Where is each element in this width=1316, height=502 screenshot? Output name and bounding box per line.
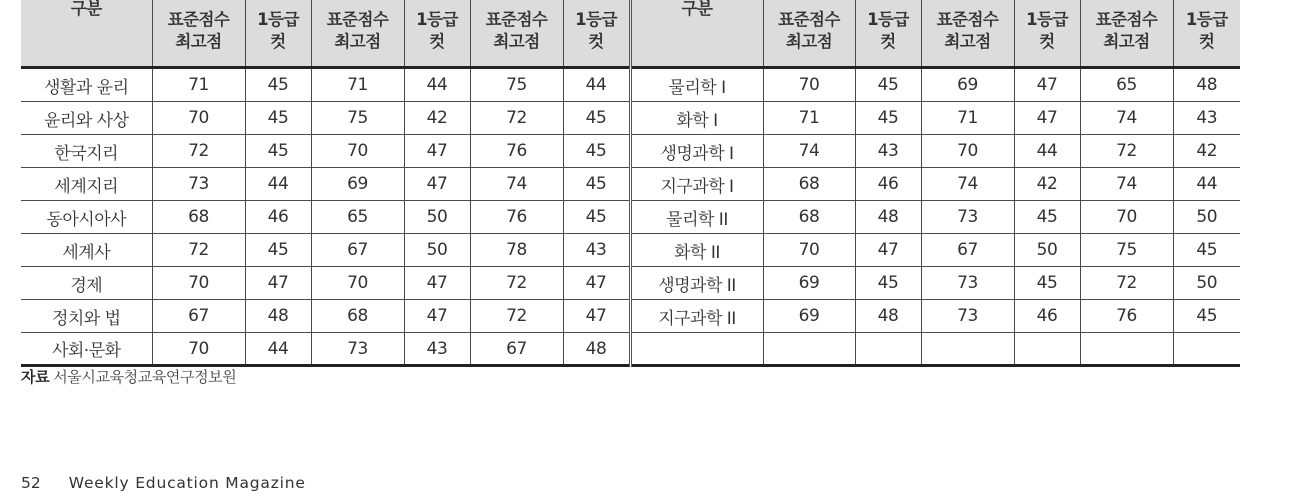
score-cell: 74 — [470, 168, 563, 201]
score-cell: 65 — [1080, 68, 1173, 102]
score-cell: 75 — [470, 68, 563, 102]
table-row — [21, 168, 1240, 201]
score-cell: 72 — [470, 267, 563, 300]
header-text: 컷 — [1039, 32, 1055, 51]
score-cell: 48 — [563, 333, 630, 366]
header-col-right-4 — [1080, 0, 1173, 68]
header-text: 표준점수 — [485, 10, 548, 29]
score-cell: 69 — [921, 68, 1014, 102]
score-cell: 47 — [1014, 68, 1080, 102]
subject-cell: 한국지리 — [21, 135, 152, 168]
header-col-left-3 — [404, 0, 470, 68]
table-header — [21, 0, 1240, 68]
header-col-left-4 — [470, 0, 563, 68]
score-cell: 45 — [1014, 201, 1080, 234]
subject-cell: 화학 I — [630, 102, 763, 135]
header-col-left-1 — [245, 0, 311, 68]
score-cell: 67 — [921, 234, 1014, 267]
score-cell: 76 — [470, 135, 563, 168]
score-cell: 70 — [311, 135, 404, 168]
header-text: 1등급 — [1026, 10, 1068, 29]
score-cell: 45 — [563, 168, 630, 201]
score-cell: 76 — [470, 201, 563, 234]
score-cell: 50 — [1173, 267, 1240, 300]
score-cell: 72 — [1080, 267, 1173, 300]
score-cell: 48 — [245, 300, 311, 333]
table-row — [21, 333, 1240, 366]
score-cell: 73 — [311, 333, 404, 366]
header-text: 최고점 — [175, 32, 222, 51]
score-cell: 70 — [152, 102, 245, 135]
subject-cell — [630, 333, 763, 366]
header-text: 컷 — [588, 32, 604, 51]
subject-cell: 생명과학 I — [630, 135, 763, 168]
score-cell: 42 — [1014, 168, 1080, 201]
page-number: 52 — [21, 474, 41, 492]
score-cell: 44 — [245, 168, 311, 201]
score-cell: 73 — [152, 168, 245, 201]
subject-cell: 정치와 법 — [21, 300, 152, 333]
header-text: 최고점 — [334, 32, 381, 51]
score-cell: 70 — [763, 68, 855, 102]
header-text: 1등급 — [867, 10, 909, 29]
score-cell: 74 — [763, 135, 855, 168]
score-cell: 50 — [1014, 234, 1080, 267]
score-cell: 72 — [470, 102, 563, 135]
header-text: 최고점 — [944, 32, 991, 51]
score-cell: 75 — [311, 102, 404, 135]
score-cell: 72 — [470, 300, 563, 333]
score-cell: 43 — [1173, 102, 1240, 135]
score-cell — [921, 333, 1014, 366]
score-cell: 45 — [1014, 267, 1080, 300]
header-gubun-right: 구분 — [630, 0, 763, 68]
score-cell — [763, 333, 855, 366]
score-cell: 47 — [404, 267, 470, 300]
source-text: 서울시교육청교육연구정보원 — [53, 368, 237, 386]
subject-cell: 생명과학 II — [630, 267, 763, 300]
score-cell: 42 — [404, 102, 470, 135]
score-cell: 76 — [1080, 300, 1173, 333]
score-cell: 50 — [404, 234, 470, 267]
header-col-right-5 — [1173, 0, 1240, 68]
header-col-left-5 — [563, 0, 630, 68]
score-cell: 69 — [763, 300, 855, 333]
score-cell: 47 — [563, 300, 630, 333]
score-cell: 47 — [563, 267, 630, 300]
subject-cell: 지구과학 II — [630, 300, 763, 333]
header-text: 컷 — [1199, 32, 1215, 51]
score-cell: 45 — [855, 68, 921, 102]
score-cell — [1080, 333, 1173, 366]
score-cell: 74 — [1080, 168, 1173, 201]
header-col-right-2 — [921, 0, 1014, 68]
score-cell: 44 — [563, 68, 630, 102]
header-text: 컷 — [270, 32, 286, 51]
score-cell: 44 — [1173, 168, 1240, 201]
table-row — [21, 201, 1240, 234]
score-cell: 65 — [311, 201, 404, 234]
score-cell: 67 — [470, 333, 563, 366]
score-cell: 71 — [763, 102, 855, 135]
source-note — [21, 366, 236, 387]
score-cell: 50 — [404, 201, 470, 234]
header-col-right-0 — [763, 0, 855, 68]
score-cell: 45 — [1173, 300, 1240, 333]
header-col-right-3 — [1014, 0, 1080, 68]
score-cell: 68 — [763, 168, 855, 201]
table-row — [21, 234, 1240, 267]
subject-cell: 지구과학 I — [630, 168, 763, 201]
score-cell: 43 — [563, 234, 630, 267]
score-cell: 43 — [855, 135, 921, 168]
header-text: 표준점수 — [778, 10, 840, 29]
subject-cell: 세계지리 — [21, 168, 152, 201]
score-table — [21, 0, 1240, 367]
score-cell: 70 — [1080, 201, 1173, 234]
score-cell: 47 — [404, 168, 470, 201]
table-body — [21, 68, 1240, 366]
subject-cell: 물리학 II — [630, 201, 763, 234]
header-col-left-2 — [311, 0, 404, 68]
score-cell: 68 — [311, 300, 404, 333]
score-cell: 45 — [563, 135, 630, 168]
score-cell: 45 — [245, 68, 311, 102]
header-text: 컷 — [429, 32, 445, 51]
score-cell: 72 — [1080, 135, 1173, 168]
score-cell: 71 — [152, 68, 245, 102]
score-cell: 73 — [921, 267, 1014, 300]
score-cell: 78 — [470, 234, 563, 267]
score-cell: 45 — [245, 102, 311, 135]
score-cell: 67 — [311, 234, 404, 267]
score-cell: 69 — [311, 168, 404, 201]
score-cell: 70 — [921, 135, 1014, 168]
score-cell — [855, 333, 921, 366]
subject-cell: 사회·문화 — [21, 333, 152, 366]
score-cell: 47 — [855, 234, 921, 267]
score-cell: 45 — [563, 201, 630, 234]
score-cell: 45 — [563, 102, 630, 135]
score-cell: 48 — [1173, 68, 1240, 102]
score-cell: 74 — [921, 168, 1014, 201]
score-cell: 47 — [404, 300, 470, 333]
header-text: 표준점수 — [936, 10, 999, 29]
header-text: 최고점 — [1103, 32, 1150, 51]
table-row — [21, 267, 1240, 300]
table-row — [21, 68, 1240, 102]
score-cell: 46 — [855, 168, 921, 201]
score-cell: 72 — [152, 135, 245, 168]
score-cell — [1014, 333, 1080, 366]
score-cell: 46 — [1014, 300, 1080, 333]
score-cell: 46 — [245, 201, 311, 234]
subject-cell: 세계사 — [21, 234, 152, 267]
score-cell: 70 — [152, 333, 245, 366]
score-cell: 45 — [245, 234, 311, 267]
score-cell: 75 — [1080, 234, 1173, 267]
score-cell: 48 — [855, 300, 921, 333]
score-cell: 70 — [152, 267, 245, 300]
header-col-right-1 — [855, 0, 921, 68]
header-row — [21, 0, 1240, 68]
score-cell: 71 — [311, 68, 404, 102]
score-cell — [1173, 333, 1240, 366]
score-cell: 45 — [245, 135, 311, 168]
header-text: 1등급 — [257, 10, 299, 29]
score-cell: 74 — [1080, 102, 1173, 135]
header-text: 표준점수 — [326, 10, 389, 29]
source-label: 자료 — [21, 368, 50, 386]
score-cell: 45 — [1173, 234, 1240, 267]
table-row — [21, 135, 1240, 168]
score-cell: 70 — [311, 267, 404, 300]
subject-cell: 물리학 I — [630, 68, 763, 102]
subject-cell: 생활과 윤리 — [21, 68, 152, 102]
header-text: 컷 — [880, 32, 896, 51]
header-col-left-0 — [152, 0, 245, 68]
score-cell: 45 — [855, 267, 921, 300]
score-cell: 42 — [1173, 135, 1240, 168]
score-cell: 68 — [763, 201, 855, 234]
score-cell: 68 — [152, 201, 245, 234]
score-cell: 47 — [245, 267, 311, 300]
header-text: 1등급 — [416, 10, 458, 29]
score-cell: 43 — [404, 333, 470, 366]
header-text: 최고점 — [785, 32, 833, 51]
magazine-name: Weekly Education Magazine — [68, 474, 306, 492]
score-cell: 44 — [404, 68, 470, 102]
page-footer — [21, 474, 306, 492]
header-text: 1등급 — [575, 10, 617, 29]
score-cell: 50 — [1173, 201, 1240, 234]
score-cell: 72 — [152, 234, 245, 267]
header-gubun-left: 구분 — [21, 0, 152, 68]
header-text: 1등급 — [1185, 10, 1228, 29]
header-text: 최고점 — [493, 32, 540, 51]
header-text: 표준점수 — [167, 10, 230, 29]
subject-cell: 경제 — [21, 267, 152, 300]
score-cell: 73 — [921, 201, 1014, 234]
score-cell: 47 — [1014, 102, 1080, 135]
score-cell: 44 — [245, 333, 311, 366]
score-cell: 67 — [152, 300, 245, 333]
score-cell: 47 — [404, 135, 470, 168]
score-cell: 44 — [1014, 135, 1080, 168]
score-cell: 45 — [855, 102, 921, 135]
subject-cell: 화학 II — [630, 234, 763, 267]
table-row — [21, 300, 1240, 333]
score-cell: 70 — [763, 234, 855, 267]
header-text: 표준점수 — [1095, 10, 1158, 29]
subject-cell: 동아시아사 — [21, 201, 152, 234]
table-row — [21, 102, 1240, 135]
score-cell: 71 — [921, 102, 1014, 135]
score-cell: 69 — [763, 267, 855, 300]
score-cell: 73 — [921, 300, 1014, 333]
score-cell: 48 — [855, 201, 921, 234]
subject-cell: 윤리와 사상 — [21, 102, 152, 135]
